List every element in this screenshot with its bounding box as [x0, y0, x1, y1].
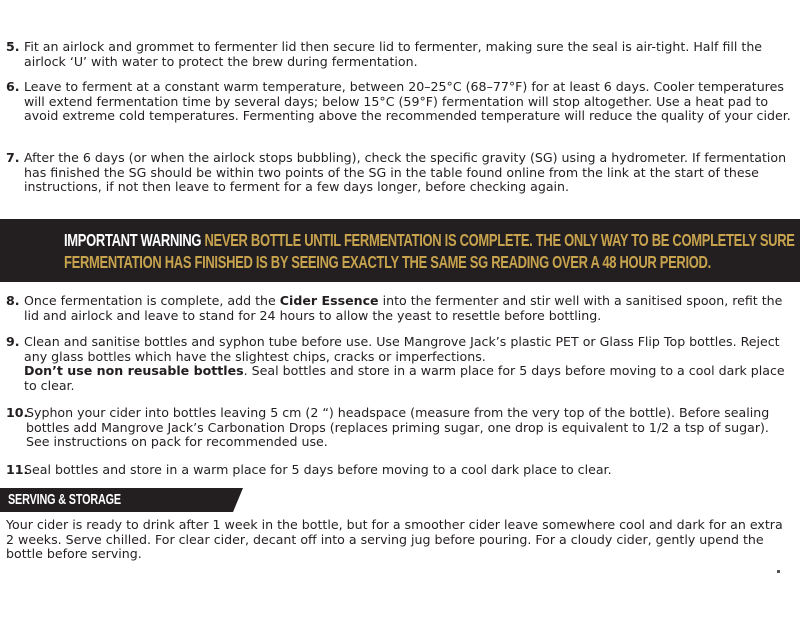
- step-text-part: . Seal bottles and store in a warm place for 5 days before moving to a cool dark place to clear.: [24, 363, 785, 393]
- step-11: [6, 463, 791, 478]
- step-number: 10.: [6, 405, 29, 420]
- page-mark: [777, 570, 780, 573]
- warning-text: [64, 229, 795, 273]
- step-text: After the 6 days (or when the airlock stops bubbling), check the specific gravity (SG) using a hydrometer. If fermentation has finished the SG should be within two points of the SG in the table found online from the link at the start of these instructions, if not then leave to ferment for a few days longer, before checking again.: [24, 150, 787, 195]
- step-text: [24, 294, 791, 323]
- step-number: 11.: [6, 462, 29, 477]
- step-text: [24, 335, 791, 393]
- step-number: 6.: [6, 79, 20, 94]
- warning-line-2: FERMENTATION HAS FINISHED IS BY SEEING EXACTLY THE SAME SG READING OVER A 48 HOUR PERIOD.: [64, 252, 711, 272]
- step-number: 9.: [6, 334, 20, 349]
- step-6: [6, 80, 791, 124]
- step-text-part: Clean and sanitise bottles and syphon tube before use. Use Mangrove Jack’s plastic PET or Glass Flip Top bottles. Reject any glass bottles which have the slightest chips, cracks or imperfections.: [24, 334, 780, 364]
- step-number: 5.: [6, 39, 20, 54]
- step-text: Syphon your cider into bottles leaving 5 cm (2 “) headspace (measure from the very top of the bottle). Before sealing bottles add Mangrove Jack’s Carbonation Drops (replaces priming sugar, one drop is equivalent to 1/2 a tsp of sugar). See instructions on pack for recommended use.: [26, 405, 770, 450]
- step-text: Fit an airlock and grommet to fermenter lid then secure lid to fermenter, making sure the seal is air-tight. Half fill the airlock ‘U’ with water to protect the brew during fermentation.: [24, 39, 763, 69]
- step-9: [6, 335, 791, 393]
- serving-paragraph: Your cider is ready to drink after 1 week in the bottle, but for a smoother cider leave somewhere cool and dark for an extra 2 weeks. Serve chilled. For clear cider, decant off into a serving jug before pouring. For a cloudy cider, gently upend the bottle before serving.: [6, 517, 783, 562]
- step-text-part: Once fermentation is complete, add the: [24, 293, 280, 308]
- step-text: Leave to ferment at a constant warm temperature, between 20–25°C (68–77°F) for at least 6 days. Cooler temperatures will extend fermentation time by several days; below 15°C (59°F) fermentation will stop altogether. Use a heat pad to avoid extreme cold temperatures. Fermenting above the recommended temperature will reduce the quality of your cider.: [24, 79, 791, 124]
- step-number: 7.: [6, 150, 20, 165]
- step-text-part: into the fermenter and stir well with a sanitised spoon, refit the lid and airlock and leave to stand for 24 hours to allow the yeast to resettle before bottling.: [24, 293, 783, 323]
- step-10: [6, 406, 791, 450]
- step-text-bold: Don’t use non reusable bottles: [24, 363, 244, 379]
- section-heading-label: SERVING & STORAGE: [8, 491, 121, 508]
- step-text: Seal bottles and store in a warm place for 5 days before moving to a cool dark place to clear.: [24, 462, 612, 477]
- step-number: 8.: [6, 293, 20, 308]
- serving-storage-heading: [0, 488, 243, 512]
- step-5: [6, 40, 791, 69]
- step-text-bold: Cider Essence: [279, 293, 379, 308]
- step-7: [6, 151, 791, 195]
- warning-line-1: NEVER BOTTLE UNTIL FERMENTATION IS COMPLETE. THE ONLY WAY TO BE COMPLETELY SURE: [204, 230, 795, 250]
- step-8: [6, 294, 791, 323]
- warning-lead: IMPORTANT WARNING: [64, 230, 202, 250]
- important-warning-band: [0, 219, 800, 282]
